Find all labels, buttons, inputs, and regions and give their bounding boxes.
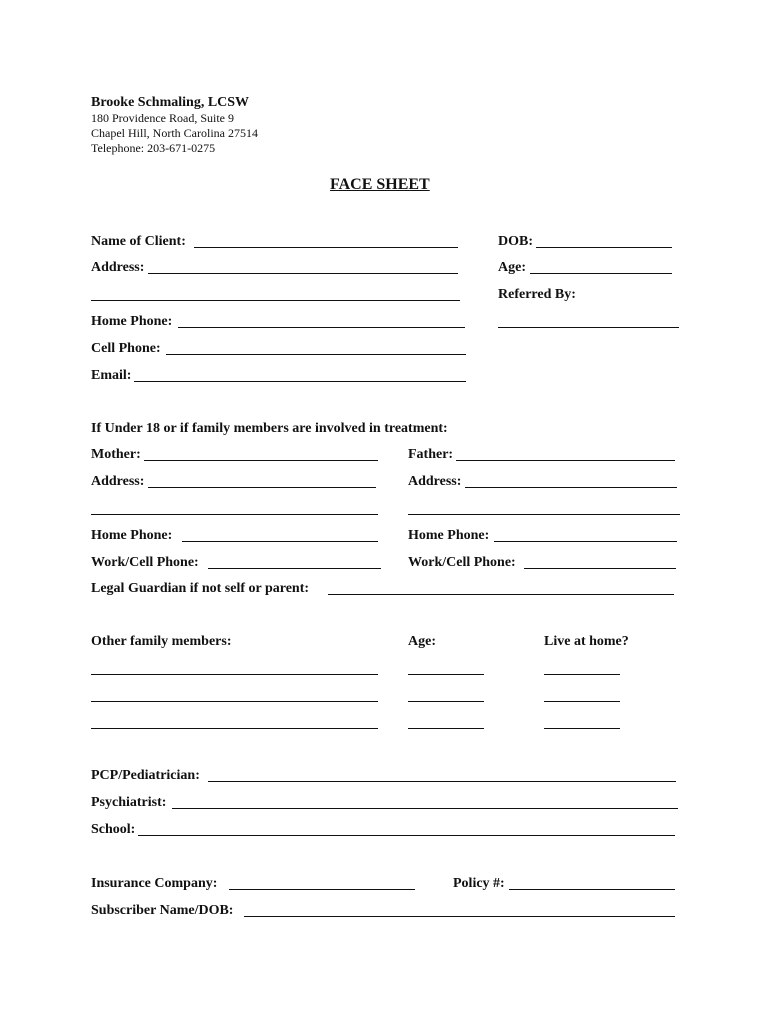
other-member-name-field[interactable] bbox=[91, 728, 378, 729]
dob-field[interactable] bbox=[536, 247, 672, 248]
father-home-phone-label: Home Phone: bbox=[408, 528, 490, 543]
mother-work-cell-label: Work/Cell Phone: bbox=[91, 555, 199, 570]
practice-telephone: Telephone: 203-671-0275 bbox=[91, 141, 216, 155]
mother-home-phone-label: Home Phone: bbox=[91, 528, 173, 543]
mother-label: Mother: bbox=[91, 447, 141, 462]
mother-work-cell-field[interactable] bbox=[208, 568, 381, 569]
client-address-label: Address: bbox=[91, 260, 145, 275]
other-member-name-field[interactable] bbox=[91, 674, 378, 675]
insurance-company-label: Insurance Company: bbox=[91, 876, 218, 891]
mother-address-field-line-2[interactable] bbox=[91, 514, 378, 515]
age-label: Age: bbox=[498, 260, 526, 275]
referred-by-label: Referred By: bbox=[498, 287, 576, 302]
referred-by-field[interactable] bbox=[498, 327, 679, 328]
policy-number-label: Policy #: bbox=[453, 876, 505, 891]
policy-number-field[interactable] bbox=[509, 889, 675, 890]
mother-address-label: Address: bbox=[91, 474, 145, 489]
father-home-phone-field[interactable] bbox=[494, 541, 677, 542]
legal-guardian-label: Legal Guardian if not self or parent: bbox=[91, 581, 310, 596]
pcp-label: PCP/Pediatrician: bbox=[91, 768, 200, 783]
client-home-phone-label: Home Phone: bbox=[91, 314, 173, 329]
father-work-cell-field[interactable] bbox=[524, 568, 676, 569]
insurance-company-field[interactable] bbox=[229, 889, 415, 890]
practice-address-line-2: Chapel Hill, North Carolina 27514 bbox=[91, 126, 258, 140]
client-email-field[interactable] bbox=[134, 381, 466, 382]
client-name-field[interactable] bbox=[194, 247, 458, 248]
other-member-live-field[interactable] bbox=[544, 674, 620, 675]
father-label: Father: bbox=[408, 447, 454, 462]
practitioner-name: Brooke Schmaling, LCSW bbox=[91, 95, 250, 110]
subscriber-field[interactable] bbox=[244, 916, 675, 917]
other-member-live-field[interactable] bbox=[544, 728, 620, 729]
subscriber-label: Subscriber Name/DOB: bbox=[91, 903, 234, 918]
other-member-age-field[interactable] bbox=[408, 701, 484, 702]
father-work-cell-label: Work/Cell Phone: bbox=[408, 555, 516, 570]
live-at-home-label: Live at home? bbox=[544, 634, 629, 649]
age-field[interactable] bbox=[530, 273, 672, 274]
other-family-members-label: Other family members: bbox=[91, 634, 232, 649]
client-email-label: Email: bbox=[91, 368, 132, 383]
legal-guardian-field[interactable] bbox=[328, 594, 674, 595]
client-cell-phone-field[interactable] bbox=[166, 354, 466, 355]
client-address-field-line-2[interactable] bbox=[91, 300, 460, 301]
dob-label: DOB: bbox=[498, 234, 533, 249]
other-member-age-field[interactable] bbox=[408, 674, 484, 675]
page-title: FACE SHEET bbox=[330, 176, 430, 193]
school-field[interactable] bbox=[138, 835, 675, 836]
mother-address-field[interactable] bbox=[148, 487, 376, 488]
psychiatrist-label: Psychiatrist: bbox=[91, 795, 167, 810]
psychiatrist-field[interactable] bbox=[172, 808, 678, 809]
mother-field[interactable] bbox=[144, 460, 378, 461]
family-section-heading: If Under 18 or if family members are involved in treatment: bbox=[91, 421, 448, 436]
other-age-label: Age: bbox=[408, 634, 436, 649]
client-home-phone-field[interactable] bbox=[178, 327, 465, 328]
father-address-field-line-2[interactable] bbox=[408, 514, 680, 515]
father-address-field[interactable] bbox=[465, 487, 677, 488]
other-member-age-field[interactable] bbox=[408, 728, 484, 729]
father-address-label: Address: bbox=[408, 474, 462, 489]
client-address-field[interactable] bbox=[148, 273, 458, 274]
mother-home-phone-field[interactable] bbox=[182, 541, 378, 542]
other-member-name-field[interactable] bbox=[91, 701, 378, 702]
client-name-label: Name of Client: bbox=[91, 234, 186, 249]
father-field[interactable] bbox=[456, 460, 675, 461]
pcp-field[interactable] bbox=[208, 781, 676, 782]
other-member-live-field[interactable] bbox=[544, 701, 620, 702]
practice-address-line-1: 180 Providence Road, Suite 9 bbox=[91, 111, 234, 125]
school-label: School: bbox=[91, 822, 136, 837]
client-cell-phone-label: Cell Phone: bbox=[91, 341, 161, 356]
